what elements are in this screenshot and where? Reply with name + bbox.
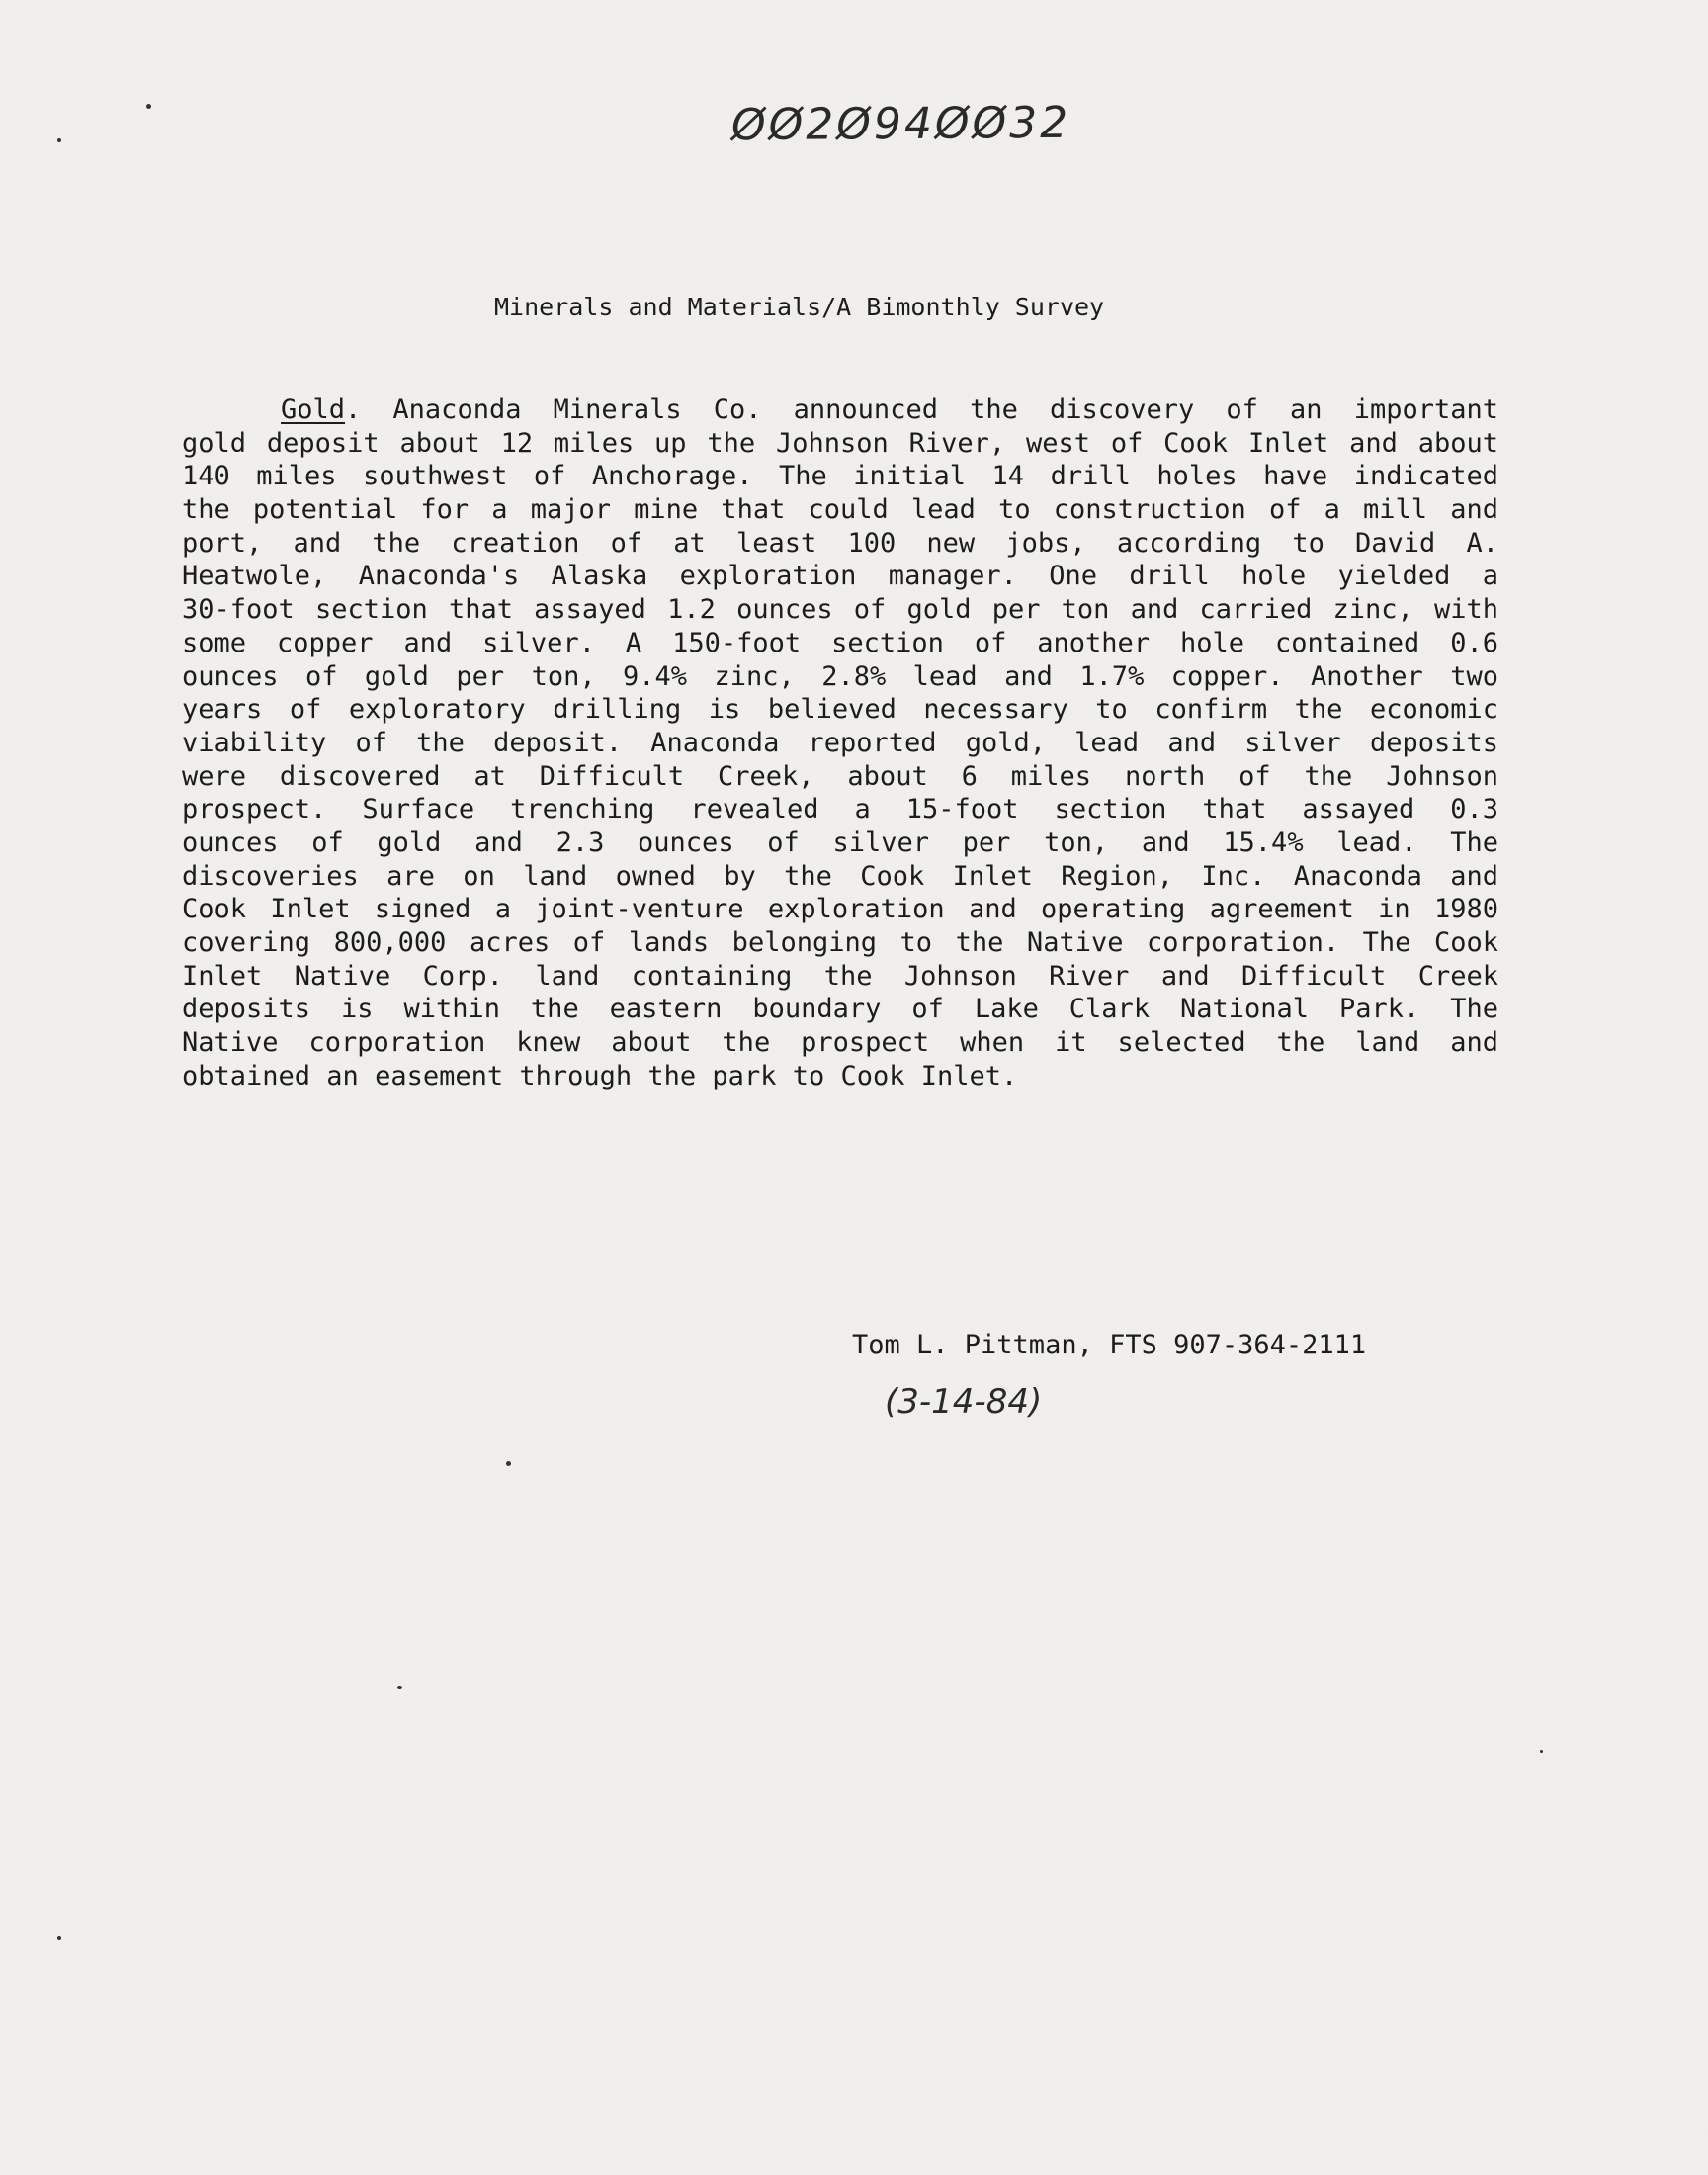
body-paragraph bbox=[182, 393, 1498, 1092]
section-heading: Gold bbox=[281, 394, 346, 425]
author-signature-line: Tom L. Pittman, FTS 907-364-2111 bbox=[852, 1330, 1367, 1360]
scan-speck bbox=[57, 1936, 61, 1940]
scan-speck bbox=[397, 1686, 402, 1689]
scan-speck bbox=[57, 138, 61, 142]
body-line: Heatwole, Anaconda's Alaska exploration manager. One drill hole yielded a bbox=[182, 561, 1498, 592]
scan-speck bbox=[506, 1461, 511, 1466]
body-line: were discovered at Difficult Creek, about 6 miles north of the Johnson bbox=[182, 760, 1498, 792]
body-line: 140 miles southwest of Anchorage. The initial 14 drill holes have indicated bbox=[182, 461, 1498, 492]
body-line: port, and the creation of at least 100 new jobs, according to David A. bbox=[182, 527, 1498, 559]
body-line: viability of the deposit. Anaconda reported gold, lead and silver deposits bbox=[182, 727, 1498, 758]
document-title: Minerals and Materials/A Bimonthly Survey bbox=[494, 293, 1105, 321]
body-line: covering 800,000 acres of lands belonging to the Native corporation. The Cook bbox=[182, 927, 1498, 958]
handwritten-date: (3-14-84) bbox=[885, 1382, 1043, 1422]
body-line: ounces of gold per ton, 9.4% zinc, 2.8% lead and 1.7% copper. Another two bbox=[182, 660, 1498, 692]
body-line: ounces of gold and 2.3 ounces of silver per ton, and 15.4% lead. The bbox=[182, 826, 1498, 858]
body-line: 30-foot section that assayed 1.2 ounces of gold per ton and carried zinc, with bbox=[182, 594, 1498, 626]
body-line: gold deposit about 12 miles up the Johnson River, west of Cook Inlet and about bbox=[182, 427, 1498, 459]
body-line: some copper and silver. A 150-foot section of another hole contained 0.6 bbox=[182, 627, 1498, 658]
scan-speck bbox=[1540, 1750, 1543, 1753]
body-line: discoveries are on land owned by the Cook Inlet Region, Inc. Anaconda and bbox=[182, 860, 1498, 892]
scan-speck bbox=[146, 104, 151, 109]
body-line: Cook Inlet signed a joint-venture exploration and operating agreement in 1980 bbox=[182, 894, 1498, 925]
body-line: Inlet Native Corp. land containing the Johnson River and Difficult Creek bbox=[182, 960, 1498, 992]
body-line: obtained an easement through the park to Cook Inlet. bbox=[182, 1060, 1018, 1091]
body-line: prospect. Surface trenching revealed a 15-foot section that assayed 0.3 bbox=[182, 794, 1498, 826]
handwritten-serial-number: ØØ2Ø94ØØ32 bbox=[730, 97, 1071, 151]
body-line: Gold. Anaconda Minerals Co. announced the discovery of an important bbox=[281, 394, 1498, 425]
body-line: the potential for a major mine that could lead to construction of a mill and bbox=[182, 494, 1498, 526]
body-line: deposits is within the eastern boundary of Lake Clark National Park. The bbox=[182, 994, 1498, 1025]
body-line: Native corporation knew about the prospect when it selected the land and bbox=[182, 1027, 1498, 1059]
body-line: years of exploratory drilling is believed necessary to confirm the economic bbox=[182, 694, 1498, 726]
